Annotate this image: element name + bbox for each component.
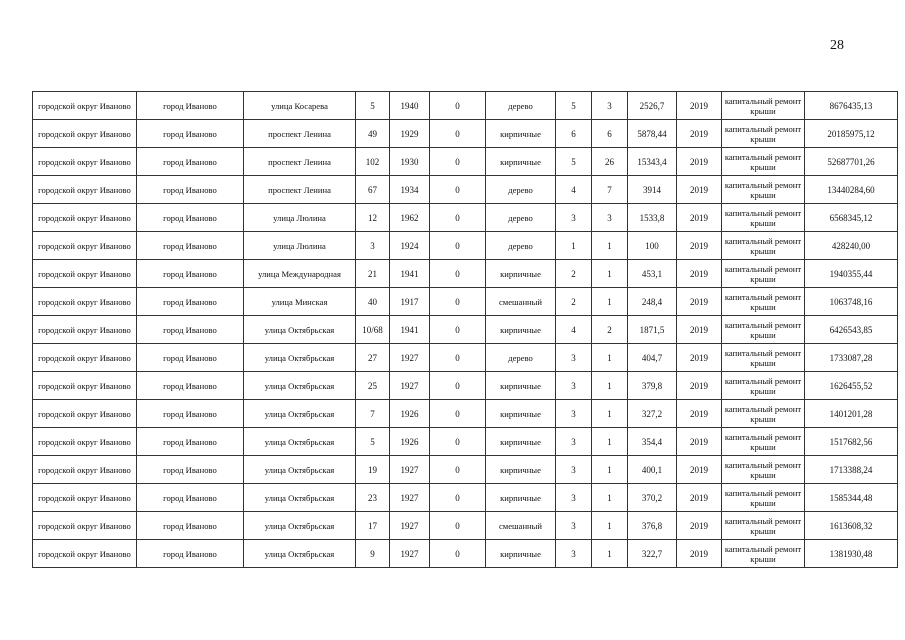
house-number-cell: 67 [356,176,390,204]
build-year-cell: 1962 [390,204,430,232]
plan-year-cell: 2019 [677,260,722,288]
table-row [33,372,898,400]
cost-cell: 20185975,12 [805,120,898,148]
zero-cell: 0 [430,204,486,232]
work-type-cell: капитальный ремонт крыши [722,344,805,372]
cost-cell: 8676435,13 [805,92,898,120]
area-cell: 379,8 [628,372,677,400]
plan-year-cell: 2019 [677,484,722,512]
cost-cell: 1063748,16 [805,288,898,316]
build-year-cell: 1940 [390,92,430,120]
district-cell: городской округ Иваново [33,372,137,400]
street-cell: улица Люлина [244,204,356,232]
work-type-cell: капитальный ремонт крыши [722,204,805,232]
work-type-cell: капитальный ремонт крыши [722,540,805,568]
street-cell: проспект Ленина [244,120,356,148]
plan-year-cell: 2019 [677,148,722,176]
city-cell: город Иваново [137,232,244,260]
zero-cell: 0 [430,456,486,484]
cost-cell: 1381930,48 [805,540,898,568]
wall-material-cell: дерево [486,232,556,260]
street-cell: улица Октябрьская [244,428,356,456]
table-row [33,204,898,232]
district-cell: городской округ Иваново [33,148,137,176]
table-row [33,260,898,288]
zero-cell: 0 [430,176,486,204]
zero-cell: 0 [430,400,486,428]
plan-year-cell: 2019 [677,92,722,120]
floors-cell: 3 [556,456,592,484]
plan-year-cell: 2019 [677,344,722,372]
units-cell: 3 [592,204,628,232]
units-cell: 7 [592,176,628,204]
floors-cell: 5 [556,148,592,176]
district-cell: городской округ Иваново [33,400,137,428]
area-cell: 2526,7 [628,92,677,120]
cost-cell: 6426543,85 [805,316,898,344]
wall-material-cell: дерево [486,176,556,204]
city-cell: город Иваново [137,512,244,540]
area-cell: 100 [628,232,677,260]
city-cell: город Иваново [137,288,244,316]
district-cell: городской округ Иваново [33,484,137,512]
cost-cell: 428240,00 [805,232,898,260]
table-row [33,176,898,204]
wall-material-cell: кирпичные [486,400,556,428]
work-type-cell: капитальный ремонт крыши [722,288,805,316]
work-type-cell: капитальный ремонт крыши [722,428,805,456]
wall-material-cell: кирпичные [486,428,556,456]
wall-material-cell: кирпичные [486,120,556,148]
build-year-cell: 1927 [390,540,430,568]
district-cell: городской округ Иваново [33,288,137,316]
street-cell: улица Октябрьская [244,400,356,428]
work-type-cell: капитальный ремонт крыши [722,484,805,512]
work-type-cell: капитальный ремонт крыши [722,120,805,148]
floors-cell: 2 [556,260,592,288]
table-row [33,344,898,372]
zero-cell: 0 [430,260,486,288]
area-cell: 15343,4 [628,148,677,176]
city-cell: город Иваново [137,400,244,428]
table-row [33,120,898,148]
units-cell: 1 [592,288,628,316]
house-number-cell: 25 [356,372,390,400]
street-cell: улица Октябрьская [244,456,356,484]
cost-cell: 1585344,48 [805,484,898,512]
work-type-cell: капитальный ремонт крыши [722,456,805,484]
units-cell: 1 [592,484,628,512]
floors-cell: 3 [556,484,592,512]
city-cell: город Иваново [137,316,244,344]
zero-cell: 0 [430,428,486,456]
floors-cell: 3 [556,400,592,428]
registry-table [32,91,898,568]
area-cell: 376,8 [628,512,677,540]
city-cell: город Иваново [137,120,244,148]
street-cell: проспект Ленина [244,148,356,176]
build-year-cell: 1941 [390,316,430,344]
table-row [33,288,898,316]
table-row [33,540,898,568]
build-year-cell: 1926 [390,400,430,428]
district-cell: городской округ Иваново [33,204,137,232]
city-cell: город Иваново [137,92,244,120]
city-cell: город Иваново [137,456,244,484]
area-cell: 327,2 [628,400,677,428]
floors-cell: 6 [556,120,592,148]
street-cell: улица Минская [244,288,356,316]
table-row [33,400,898,428]
work-type-cell: капитальный ремонт крыши [722,92,805,120]
table-row [33,428,898,456]
district-cell: городской округ Иваново [33,428,137,456]
wall-material-cell: дерево [486,344,556,372]
floors-cell: 3 [556,428,592,456]
plan-year-cell: 2019 [677,372,722,400]
street-cell: улица Октябрьская [244,372,356,400]
plan-year-cell: 2019 [677,288,722,316]
cost-cell: 1713388,24 [805,456,898,484]
build-year-cell: 1924 [390,232,430,260]
build-year-cell: 1941 [390,260,430,288]
city-cell: город Иваново [137,344,244,372]
floors-cell: 3 [556,204,592,232]
city-cell: город Иваново [137,260,244,288]
build-year-cell: 1927 [390,456,430,484]
units-cell: 1 [592,540,628,568]
house-number-cell: 102 [356,148,390,176]
cost-cell: 1613608,32 [805,512,898,540]
street-cell: проспект Ленина [244,176,356,204]
build-year-cell: 1927 [390,484,430,512]
house-number-cell: 9 [356,540,390,568]
build-year-cell: 1927 [390,512,430,540]
table-row [33,92,898,120]
units-cell: 1 [592,428,628,456]
street-cell: улица Люлина [244,232,356,260]
work-type-cell: капитальный ремонт крыши [722,232,805,260]
wall-material-cell: дерево [486,92,556,120]
work-type-cell: капитальный ремонт крыши [722,512,805,540]
house-number-cell: 7 [356,400,390,428]
street-cell: улица Международная [244,260,356,288]
wall-material-cell: кирпичные [486,260,556,288]
house-number-cell: 19 [356,456,390,484]
city-cell: город Иваново [137,484,244,512]
build-year-cell: 1927 [390,372,430,400]
cost-cell: 52687701,26 [805,148,898,176]
cost-cell: 13440284,60 [805,176,898,204]
district-cell: городской округ Иваново [33,232,137,260]
zero-cell: 0 [430,316,486,344]
plan-year-cell: 2019 [677,176,722,204]
table-row [33,512,898,540]
units-cell: 1 [592,512,628,540]
build-year-cell: 1930 [390,148,430,176]
house-number-cell: 5 [356,92,390,120]
work-type-cell: капитальный ремонт крыши [722,148,805,176]
street-cell: улица Октябрьская [244,316,356,344]
units-cell: 1 [592,372,628,400]
area-cell: 1533,8 [628,204,677,232]
table-row [33,456,898,484]
units-cell: 2 [592,316,628,344]
zero-cell: 0 [430,288,486,316]
district-cell: городской округ Иваново [33,456,137,484]
house-number-cell: 23 [356,484,390,512]
wall-material-cell: кирпичные [486,372,556,400]
floors-cell: 5 [556,92,592,120]
units-cell: 1 [592,400,628,428]
wall-material-cell: смешанный [486,288,556,316]
area-cell: 404,7 [628,344,677,372]
floors-cell: 4 [556,316,592,344]
city-cell: город Иваново [137,148,244,176]
work-type-cell: капитальный ремонт крыши [722,176,805,204]
city-cell: город Иваново [137,428,244,456]
house-number-cell: 10/68 [356,316,390,344]
table-row [33,316,898,344]
cost-cell: 1733087,28 [805,344,898,372]
area-cell: 453,1 [628,260,677,288]
zero-cell: 0 [430,148,486,176]
page-number: 28 [830,38,844,53]
area-cell: 354,4 [628,428,677,456]
wall-material-cell: кирпичные [486,484,556,512]
build-year-cell: 1934 [390,176,430,204]
table-row [33,232,898,260]
build-year-cell: 1927 [390,344,430,372]
area-cell: 400,1 [628,456,677,484]
plan-year-cell: 2019 [677,512,722,540]
work-type-cell: капитальный ремонт крыши [722,260,805,288]
area-cell: 248,4 [628,288,677,316]
floors-cell: 2 [556,288,592,316]
units-cell: 6 [592,120,628,148]
floors-cell: 3 [556,512,592,540]
plan-year-cell: 2019 [677,456,722,484]
wall-material-cell: кирпичные [486,540,556,568]
wall-material-cell: дерево [486,204,556,232]
zero-cell: 0 [430,372,486,400]
district-cell: городской округ Иваново [33,92,137,120]
plan-year-cell: 2019 [677,540,722,568]
house-number-cell: 12 [356,204,390,232]
units-cell: 1 [592,260,628,288]
house-number-cell: 49 [356,120,390,148]
zero-cell: 0 [430,344,486,372]
plan-year-cell: 2019 [677,316,722,344]
area-cell: 322,7 [628,540,677,568]
zero-cell: 0 [430,92,486,120]
build-year-cell: 1929 [390,120,430,148]
build-year-cell: 1917 [390,288,430,316]
district-cell: городской округ Иваново [33,540,137,568]
area-cell: 5878,44 [628,120,677,148]
units-cell: 3 [592,92,628,120]
city-cell: город Иваново [137,176,244,204]
plan-year-cell: 2019 [677,400,722,428]
district-cell: городской округ Иваново [33,120,137,148]
zero-cell: 0 [430,484,486,512]
street-cell: улица Октябрьская [244,540,356,568]
house-number-cell: 27 [356,344,390,372]
district-cell: городской округ Иваново [33,316,137,344]
floors-cell: 4 [556,176,592,204]
plan-year-cell: 2019 [677,232,722,260]
floors-cell: 3 [556,540,592,568]
cost-cell: 1626455,52 [805,372,898,400]
units-cell: 1 [592,456,628,484]
wall-material-cell: смешанный [486,512,556,540]
floors-cell: 3 [556,344,592,372]
area-cell: 1871,5 [628,316,677,344]
units-cell: 1 [592,344,628,372]
street-cell: улица Октябрьская [244,512,356,540]
registry-body [33,92,898,568]
street-cell: улица Октябрьская [244,484,356,512]
house-number-cell: 40 [356,288,390,316]
zero-cell: 0 [430,540,486,568]
units-cell: 26 [592,148,628,176]
house-number-cell: 5 [356,428,390,456]
house-number-cell: 21 [356,260,390,288]
floors-cell: 1 [556,232,592,260]
wall-material-cell: кирпичные [486,148,556,176]
street-cell: улица Октябрьская [244,344,356,372]
area-cell: 370,2 [628,484,677,512]
table-row [33,148,898,176]
district-cell: городской округ Иваново [33,176,137,204]
work-type-cell: капитальный ремонт крыши [722,372,805,400]
wall-material-cell: кирпичные [486,456,556,484]
area-cell: 3914 [628,176,677,204]
zero-cell: 0 [430,512,486,540]
street-cell: улица Косарева [244,92,356,120]
house-number-cell: 17 [356,512,390,540]
district-cell: городской округ Иваново [33,260,137,288]
city-cell: город Иваново [137,204,244,232]
cost-cell: 1401201,28 [805,400,898,428]
zero-cell: 0 [430,120,486,148]
plan-year-cell: 2019 [677,428,722,456]
city-cell: город Иваново [137,540,244,568]
plan-year-cell: 2019 [677,120,722,148]
wall-material-cell: кирпичные [486,316,556,344]
table-row [33,484,898,512]
work-type-cell: капитальный ремонт крыши [722,316,805,344]
units-cell: 1 [592,232,628,260]
district-cell: городской округ Иваново [33,512,137,540]
district-cell: городской округ Иваново [33,344,137,372]
work-type-cell: капитальный ремонт крыши [722,400,805,428]
build-year-cell: 1926 [390,428,430,456]
city-cell: город Иваново [137,372,244,400]
plan-year-cell: 2019 [677,204,722,232]
zero-cell: 0 [430,232,486,260]
house-number-cell: 3 [356,232,390,260]
cost-cell: 1940355,44 [805,260,898,288]
floors-cell: 3 [556,372,592,400]
cost-cell: 1517682,56 [805,428,898,456]
cost-cell: 6568345,12 [805,204,898,232]
